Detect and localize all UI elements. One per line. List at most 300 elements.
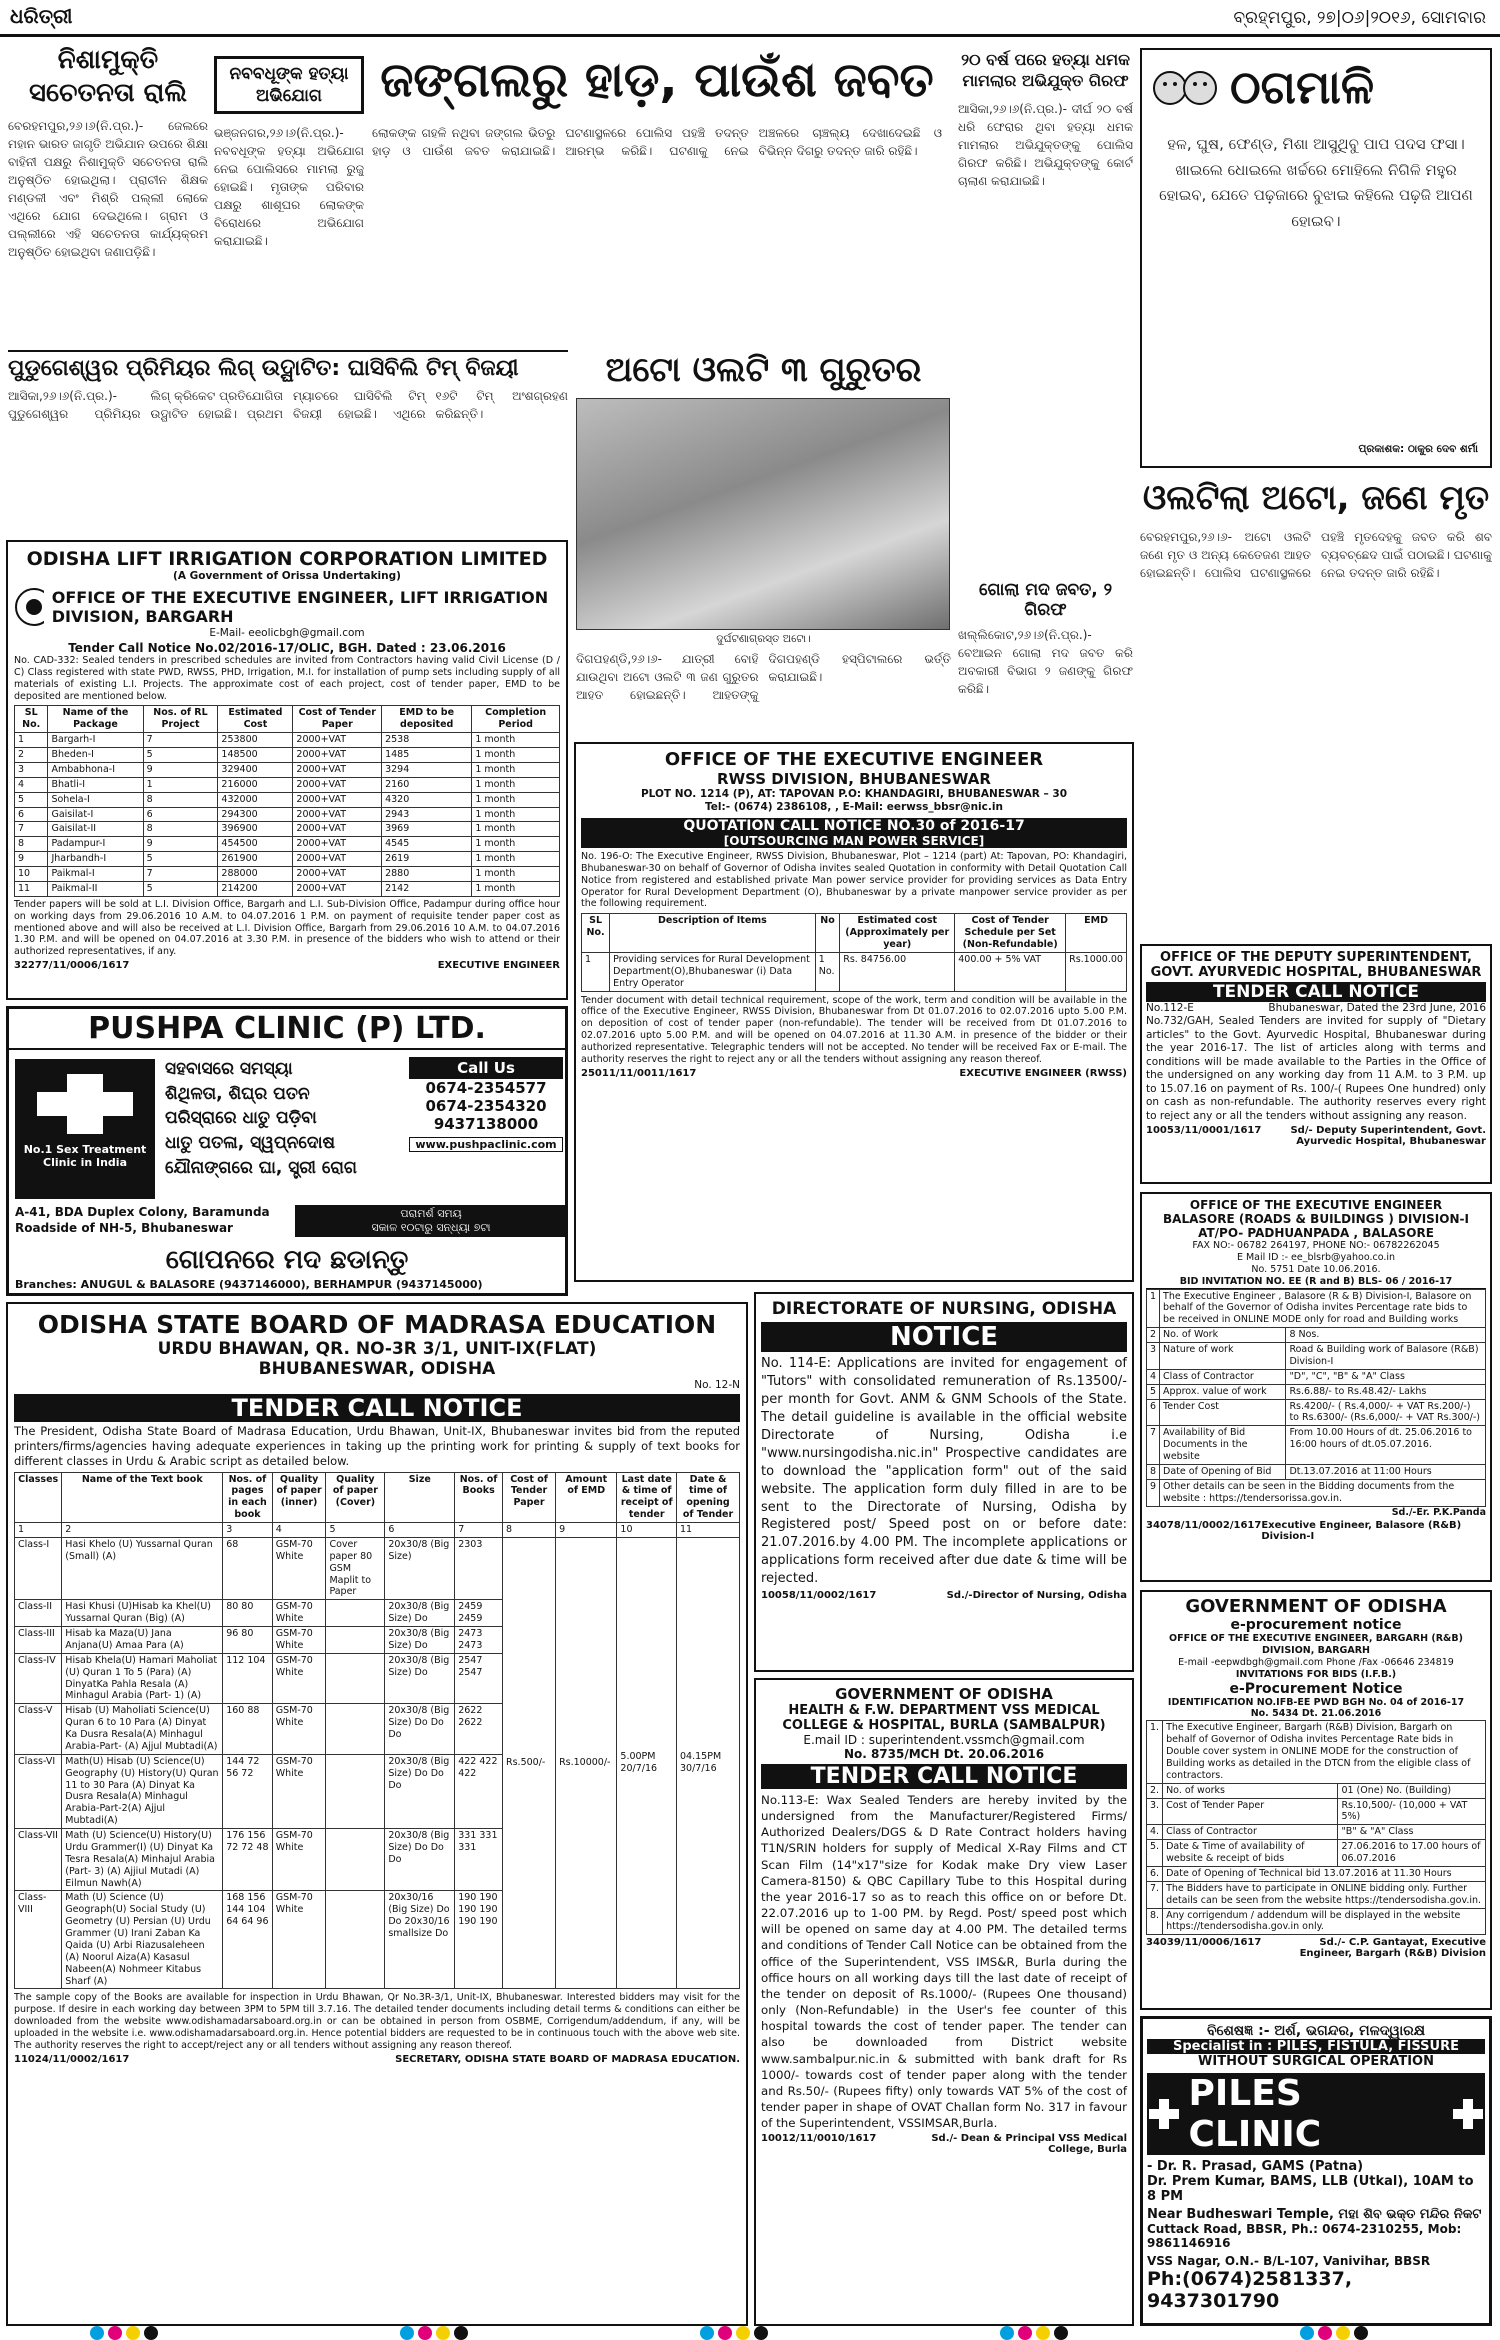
column-title: ଠଗମାଳି [1230, 60, 1375, 114]
table-cell: Dt.13.07.2016 at 11:00 Hours [1286, 1464, 1486, 1479]
table-cell: 20x30/8 (Big Size) [385, 1537, 455, 1599]
story-arrest [958, 50, 1133, 570]
table-cell: 1 month [472, 733, 560, 748]
table-cell: 294300 [218, 807, 293, 822]
phone-3[interactable]: 9437138000 [433, 1115, 539, 1133]
table-row [15, 837, 560, 852]
table-cell: 2473 2473 [455, 1627, 503, 1654]
table-cell: 10 [15, 867, 48, 882]
table-cell: From 10.00 Hours of dt. 25.06.2016 to 16:00 hours of dt.05.07.2016. [1286, 1426, 1486, 1465]
table-cell [326, 1704, 385, 1755]
office-title: OFFICE OF THE DEPUTY SUPERINTENDENT, GOVT. AYURVEDIC HOSPITAL, BHUBANESWAR [1150, 950, 1482, 980]
table-cell: 6. [1147, 1866, 1163, 1881]
table-cell: 2000+VAT [293, 852, 382, 867]
table-row [1147, 1825, 1486, 1840]
table-cell: 5 [143, 748, 218, 763]
table-cell: 2000+VAT [293, 777, 382, 792]
clinic-title: PILES CLINIC [1188, 2073, 1322, 2155]
table-cell: 6 [1147, 1399, 1160, 1426]
table-header: Amount of EMD [556, 1472, 617, 1523]
clinic-address: A-41, BDA Duplex Colony, Baramunda Roadside of NH-5, Bhubaneswar [15, 1205, 270, 1235]
table-cell: 5 [143, 881, 218, 896]
table-cell: 2000+VAT [293, 762, 382, 777]
table-cell: 144 72 56 72 [223, 1754, 273, 1828]
table-cell: 1 month [472, 777, 560, 792]
table-cell: 9 [1147, 1479, 1160, 1506]
clinic-phones[interactable]: Ph:(0674)2581337, 9437301790 [1147, 2268, 1353, 2312]
signatory: Sd/- Deputy Superintendent, Govt. Ayurvedic Hospital, Bhubaneswar [1290, 1124, 1486, 1147]
table-cell: 2142 [382, 881, 472, 896]
bid-table [1146, 1720, 1486, 1935]
poem: ହଳ, ଘୁଷ, ଫେଣ୍ଡ, ମିଶା ଆସୁଥିବୁ ପାପ ପଦସ ଫସା। ଖାଇଲେ ଧୋଇଲେ ଖର୍ଚ୍ଚରେ ମୋହିଲେ ନିଗିଳି ମହୁର ହୋଇବ, ଯେତେ ପଢ଼ଜାରେ ବୁଝାଇ କହିଲେ ପଢ଼ଜି ଆପଣ ହୋଇବ। [1159, 135, 1473, 230]
branches: ANUGUL & BALASORE (9437146000), BERHAMPUR (9437145000) [80, 1278, 483, 1291]
table-cell: 2622 2622 [455, 1704, 503, 1755]
story-body: ଲୋକଙ୍କ ଗହଳି ନଥିବା ଜଙ୍ଗଲ ଭିତରୁ ହାଡ଼ ଓ ପାଉଁଶ ଜବତ କରାଯାଇଛି। ଘଟଣାସ୍ଥଳରେ ପୋଲିସ ପହଞ୍ଚି ତଦନ୍ତ ଆରମ୍ଭ କରିଛି। ଘଟଣାକୁ ନେଇ ଅଞ୍ଚଳରେ ଚାଞ୍ଚଲ୍ୟ ଦେଖାଦେଇଛି ଓ ବିଭିନ୍ନ ଦିଗରୁ ତଦନ୍ତ ଜାରି ରହିଛି। [372, 125, 942, 158]
org-sub: (A Government of Orissa Undertaking) [173, 570, 401, 582]
table-cell: 2000+VAT [293, 837, 382, 852]
table-cell: 190 190 190 190 190 190 [455, 1891, 503, 1989]
table-cell: 329400 [218, 762, 293, 777]
table-cell: 7 [15, 822, 48, 837]
table-cell: Padampur-I [48, 837, 143, 852]
table-index: 1 [15, 1523, 62, 1538]
table-cell: 3. [1147, 1798, 1163, 1825]
table-cell: Class-II [15, 1600, 62, 1627]
table-header: Quality of paper (inner) [272, 1472, 326, 1523]
dateline: ବ୍ରହ୍ମପୁର, ୨୭|୦୬|୨୦୧୬, ସୋମବାର [1233, 8, 1486, 28]
story-body: ଖଲ୍ଲିକୋଟ,୨୬।୬(ନି.ପ୍ର.)- ବେଆଇନ ଗୋଲା ମଦ ଜବତ କରି ଅବକାରୀ ବିଭାଗ ୨ ଜଣଙ୍କୁ ଗିରଫ କରିଛି। [958, 628, 1133, 696]
table-index: 4 [272, 1523, 326, 1538]
table-cell: 2000+VAT [293, 748, 382, 763]
table-cell: 3 [15, 762, 48, 777]
phone-1[interactable]: 0674-2354577 [425, 1079, 547, 1097]
table-header: Quality of paper (Cover) [326, 1472, 385, 1523]
registration-dot [1318, 2326, 1332, 2340]
signatory: EXECUTIVE ENGINEER [437, 960, 560, 972]
table-cell: Hisab Khela(U) Hamari Maholiat (U) Quran 1 To 5 (Para) (A) DinyatKa Pahla Resala (A) Minhagul Arabia (Part- 1) (A) [62, 1653, 223, 1704]
table-cell: 2000+VAT [293, 792, 382, 807]
table-header: Name of the Package [48, 706, 143, 733]
timing-title: ପରାମର୍ଶ ସମୟ [400, 1207, 462, 1220]
registration-dot [1036, 2326, 1050, 2340]
table-row [1147, 1866, 1486, 1881]
table-cell: 11 [15, 881, 48, 896]
table-row [1147, 1289, 1486, 1328]
table-cell: Rs.6.88/- to Rs.48.42/- Lakhs [1286, 1384, 1486, 1399]
service-1: ସହବାସରେ ସମସ୍ୟା [165, 1059, 293, 1079]
headline: ଅଟୋ ଓଲଟି ୩ ଗୁରୁତର [605, 350, 922, 390]
signatory: Sd./- Dean & Principal VSS Medical College, Burla [931, 2133, 1127, 2156]
table-row [1147, 1908, 1486, 1935]
registration-dot [1300, 2326, 1314, 2340]
table-cell: Class-III [15, 1627, 62, 1654]
table-cell: 5. [1147, 1840, 1163, 1867]
office-name: OFFICE OF THE EXECUTIVE ENGINEER, BARGARH (R&B) DIVISION, BARGARH [1169, 1633, 1463, 1656]
masthead: ଧରିତ୍ରୀ [10, 4, 73, 28]
table-cell: 20x30/8 (Big Size) Do [385, 1627, 455, 1654]
table-row [15, 852, 560, 867]
notice-date: Bhubaneswar, Dated the 23rd June, 2016 [1268, 1002, 1486, 1014]
table-row [1147, 1783, 1486, 1798]
notice-body: No. CAD-332: Sealed tenders in prescribed schedules are invited from Contractors having valid Civil License (D / C) Class registered with state PWD, RWSS, PHD, Irrigation, M.I. for installation of pump sets including supply of all materials of existing L.I. Projects. The approximate cost of each project, cost of tender paper, EMD to be deposited are mentioned below. [14, 654, 560, 702]
ad-code: 11024/11/0002/1617 [14, 2053, 130, 2065]
table-cell: Class-I [15, 1537, 62, 1599]
table-cell: 20x30/8 (Big Size) Do Do Do [385, 1754, 455, 1828]
table-index: 2 [62, 1523, 223, 1538]
accident-photo [576, 398, 950, 630]
registration-dot [1018, 2326, 1032, 2340]
thagamali-box [1140, 48, 1492, 468]
table-row [15, 777, 560, 792]
service-3: ପରିସ୍ରାରେ ଧାତୁ ପଡ଼ିବା [165, 1108, 317, 1129]
table-header: No [815, 914, 839, 953]
table-cell: 160 88 [223, 1704, 273, 1755]
address-2: VSS Nagar, O.N.- B/L-107, Vanivihar, BBSR [1147, 2254, 1431, 2268]
identification: IDENTIFICATION NO.IFB-EE PWD BGH No. 04 of 2016-17 [1167, 1696, 1465, 1708]
table-cell: 5.00PM 20/7/16 [617, 1537, 677, 1989]
story-body: ବେରହମପୁର,୨୬।୬- ଅଟୋ ଓଲଟି ଜଣେ ମୃତ ଓ ଅନ୍ୟ କେତେଜଣ ଆହତ ହୋଇଛନ୍ତି। ପୋଲିସ ଘଟଣାସ୍ଥଳରେ ପହଞ୍ଚି ମୃତଦେହକୁ ଜବତ କରି ଶବ ବ୍ୟବଚ୍ଛେଦ ପାଇଁ ପଠାଇଛି। ଘଟଣାକୁ ନେଇ ତଦନ୍ତ ଜାରି ରହିଛି। [1140, 530, 1492, 580]
table-cell: 214200 [218, 881, 293, 896]
pushpa-clinic-ad [6, 1006, 568, 1296]
books-table [14, 1472, 740, 1990]
table-cell: Bargarh-I [48, 733, 143, 748]
table-cell [326, 1829, 385, 1891]
table-cell: 4. [1147, 1825, 1163, 1840]
table-cell [326, 1653, 385, 1704]
table-cell: 1 month [472, 762, 560, 777]
board-title: ODISHA STATE BOARD OF MADRASA EDUCATION [37, 1310, 717, 1339]
sub-title: e-procurement notice [1230, 1617, 1402, 1633]
email: E-Mail- eeolicbgh@gmail.com [209, 627, 365, 640]
table-cell [326, 1891, 385, 1989]
table-cell: 8 [143, 822, 218, 837]
table-cell: 331 331 331 [455, 1829, 503, 1891]
registration-dot [108, 2326, 122, 2340]
table-cell: 1 month [472, 837, 560, 852]
table-row [15, 748, 560, 763]
table-cell: 7. [1147, 1881, 1163, 1908]
table-header: Cost of Tender Paper [503, 1472, 556, 1523]
service-2: ଶିଥିଳତା, ଶିଘ୍ର ପତନ [165, 1083, 310, 1104]
olic-logo-icon [14, 587, 44, 627]
table-header: Nos. of Books [455, 1472, 503, 1523]
table-cell: 20x30/8 (Big Size) Do [385, 1600, 455, 1627]
story-body: ଭଞ୍ଜନଗର,୨୬।୬(ନି.ପ୍ର.)- ନବବଧୂଙ୍କ ହତ୍ୟା ଅଭିଯୋଗ ନେଇ ପୋଲିସରେ ମାମଲା ରୁଜୁ ହୋଇଛି। ମୃତାଙ୍କ ପରିବାର ପକ୍ଷରୁ ଶାଶୂଘର ଲୋକଙ୍କ ବିରୋଧରେ ଅଭିଯୋଗ କରାଯାଇଛି। [214, 126, 364, 249]
table-cell: The Executive Engineer , Balasore (R & B) Division-I, Balasore on behalf of the Governor of Odisha invites Percentage rate bids to be received in ONLINE MODE only for road and Building works [1160, 1289, 1486, 1328]
registration-dot [754, 2326, 768, 2340]
table-header: SL No. [15, 706, 48, 733]
table-header: SL No. [582, 914, 610, 953]
notice-body: No. 196-O: The Executive Engineer, RWSS Division, Bhubaneswar, Plot – 1214 (part) At: Tapovan, PO: Khandagiri, Bhubaneswar-30 on behalf of Governor of Odisha invites sealed Quotation in conformity with Detail Quotation Call Notice from registered and established private Man power service provider for providing services as Data Entry Operator for Rural Development Department (O), Bhubaneswar by a private manpower service provider as per the following requirement. [581, 850, 1127, 910]
vss-tender [754, 1678, 1134, 2326]
without-surgery: WITHOUT SURGICAL OPERATION [1198, 2054, 1434, 2069]
story-bones [372, 52, 942, 352]
signatory: EXECUTIVE ENGINEER (RWSS) [959, 1067, 1127, 1079]
headline: ଓଲଟିଲା ଅଟୋ, ଜଣେ ମୃତ [1142, 478, 1490, 518]
table-row [1147, 1384, 1486, 1399]
table-cell: 3969 [382, 822, 472, 837]
table-cell: 4 [1147, 1369, 1160, 1384]
notice-band: QUOTATION CALL NOTICE NO.30 of 2016-17 [581, 818, 1127, 834]
table-cell [326, 1627, 385, 1654]
table-cell: 253800 [218, 733, 293, 748]
table-cell: 1 No. [815, 952, 839, 991]
table-cell: 2459 2459 [455, 1600, 503, 1627]
table-cell: 3 [1147, 1343, 1160, 1370]
table-row [15, 762, 560, 777]
table-row [15, 881, 560, 896]
table-cell: 9 [143, 837, 218, 852]
story-auto-death [1140, 478, 1492, 938]
table-cell: Cost of Tender Paper [1163, 1798, 1338, 1825]
bid-invitation: BID INVITATION NO. EE (R and B) BLS- 06 / 2016-17 [1146, 1276, 1486, 1289]
doctor-2: Dr. Prem Kumar, BAMS, LLB (Utkal), 10AM to 8 PM [1147, 2174, 1474, 2204]
balasore-rb-tender [1140, 1192, 1492, 1582]
office-name: OFFICE OF THE EXECUTIVE ENGINEER, LIFT IRRIGATION DIVISION, BARGARH [51, 588, 549, 627]
table-cell: Gaisilat-II [48, 822, 143, 837]
office-sub: BALASORE (ROADS & BUILDINGS ) DIVISION-I [1163, 1212, 1469, 1226]
ifb: INVITATIONS FOR BIDS (I.F.B.) [1235, 1668, 1397, 1680]
table-cell: 8 Nos. [1286, 1328, 1486, 1343]
story-body: ବେରହମପୁର,୨୬।୬(ନି.ପ୍ର.)- ଜେଲରେ ମହାନ ଭାରତ ଜାଗୃତି ଅଭିଯାନ ଉପରେ ଶିକ୍ଷା ବାହିନୀ ପକ୍ଷରୁ ନିଶାମୁକ୍ତି ସଚେତନତା ରାଲି ଅନୁଷ୍ଠିତ ହୋଇଥିଲା। ପ୍ରାଚୀନ ଶିକ୍ଷକ ମଣ୍ଡଳୀ ଏବଂ ମିଶ୍ରି ପଲ୍ଲୀ ଲୋକେ ଏଥିରେ ଯୋଗ ଦେଇଥିଲେ। ଗ୍ରାମ ଓ ପଲ୍ଲୀରେ ଏହି ସଚେତନତା କାର୍ଯ୍ୟକ୍ରମ ଅନୁଷ୍ଠିତ ହୋଇଥିବା ଜଣାପଡ଼ିଛି। [8, 119, 208, 259]
headline: ୨୦ ବର୍ଷ ପରେ ହତ୍ୟା ଧମକ ମାମଲାର ଅଭିଯୁକ୍ତ ଗିରଫ [961, 50, 1130, 90]
landmark: Near Budheswari Temple, ମହା ଶିବ ଭକ୍ତ ମନ୍ଦିର ନିକଟ [1147, 2207, 1482, 2222]
story-rally [8, 44, 208, 344]
table-cell: Any corrigendum / addendum will be displayed in the website https://tendersodisha.gov.in only. [1163, 1908, 1486, 1935]
table-cell: Class-VI [15, 1754, 62, 1828]
table-cell: Rs.1000.00 [1066, 952, 1127, 991]
table-cell: Hisab ka Maza(U) Jana Anjana(U) Amaa Para (A) [62, 1627, 223, 1654]
table-cell: Rs.10000/- [556, 1537, 617, 1989]
table-cell: 2000+VAT [293, 733, 382, 748]
table-cell: "B" & "A" Class [1338, 1825, 1486, 1840]
registration-dot [418, 2326, 432, 2340]
table-cell: 01 (One) No. (Building) [1338, 1783, 1486, 1798]
table-cell: Class-VII [15, 1829, 62, 1891]
table-cell: 454500 [218, 837, 293, 852]
table-cell: 7 [143, 733, 218, 748]
table-cell: 1 month [472, 867, 560, 882]
bid-table [1146, 1289, 1486, 1507]
table-cell: 2943 [382, 807, 472, 822]
govt-title: GOVERNMENT OF ODISHA [835, 1685, 1053, 1703]
table-cell: 2880 [382, 867, 472, 882]
table-cell: 2303 [455, 1537, 503, 1599]
office-fax: FAX NO:- 06782 264197, PHONE NO:- 06782262045 [1192, 1240, 1440, 1251]
table-row [15, 822, 560, 837]
table-cell: 27.06.2016 to 17.00 hours of 06.07.2016 [1338, 1840, 1486, 1867]
table-header: Name of the Text book [62, 1472, 223, 1523]
table-header: Last date & time of receipt of tender [617, 1472, 677, 1523]
table-row [1147, 1343, 1486, 1370]
story-cricket [8, 350, 568, 538]
registration-dot [1336, 2326, 1350, 2340]
table-row [1147, 1798, 1486, 1825]
table-row [1147, 1369, 1486, 1384]
table-cell: 1 [143, 777, 218, 792]
table-cell: 1 [15, 733, 48, 748]
table-cell: 2 [15, 748, 48, 763]
eproc-title: e-Procurement Notice [1229, 1680, 1403, 1697]
ayurvedic-tender [1140, 944, 1492, 1184]
table-row [1147, 1464, 1486, 1479]
table-cell [326, 1754, 385, 1828]
table-cell: 1 month [472, 822, 560, 837]
olic-table [14, 705, 560, 896]
table-cell: 2. [1147, 1783, 1163, 1798]
table-cell: Providing services for Rural Development Department(O),Bhubaneswar (i) Data Entry Operator [610, 952, 816, 991]
table-cell: The Executive Engineer, Bargarh (R&B) Division, Bargarh on behalf of Governor of Odisha invites Percentage Rate bids in Double cover system in ONLINE MODE for the construction of Building works as detailed in the DTCN from the eligible class of contractors. [1163, 1721, 1486, 1783]
table-cell: 20x30/8 (Big Size) Do [385, 1653, 455, 1704]
office-title: OFFICE OF THE EXECUTIVE ENGINEER [664, 749, 1044, 770]
table-cell: Class-V [15, 1704, 62, 1755]
table-cell: Rs.500/- [503, 1537, 556, 1989]
branches-label: Branches: [15, 1278, 77, 1291]
registration-dot [400, 2326, 414, 2340]
table-row [1147, 1721, 1486, 1783]
table-cell: Paikmal-I [48, 867, 143, 882]
table-header: Description of Items [610, 914, 816, 953]
notice-band: TENDER CALL NOTICE [14, 1394, 740, 1422]
table-row [15, 792, 560, 807]
office-address: AT/PO- PADHUANPADA , BALASORE [1198, 1226, 1434, 1240]
table-cell: Hasi Khelo (U) Yussarnal Quran (Small) (A) [62, 1537, 223, 1599]
table-cell: "D", "C", "B" & "A" Class [1286, 1369, 1486, 1384]
table-cell: Class of Contractor [1163, 1825, 1338, 1840]
registration-dot [90, 2326, 104, 2340]
table-header: Cost of Tender Schedule per Set (Non-Refundable) [955, 914, 1066, 953]
table-cell: Date & Time of availability of website & receipt of bids [1163, 1840, 1338, 1867]
table-cell: 20x30/8 (Big Size) Do Do Do [385, 1829, 455, 1891]
clinic-tagline: No.1 Sex Treatment Clinic in India [23, 1143, 147, 1169]
table-cell: 2000+VAT [293, 807, 382, 822]
table-cell: 7 [1147, 1426, 1160, 1465]
table-cell: 3294 [382, 762, 472, 777]
table-cell: GSM-70 White [272, 1600, 326, 1627]
registration-dot [1054, 2326, 1068, 2340]
ad-code: 34078/11/0002/1617 [1146, 1520, 1262, 1532]
table-header: Classes [15, 1472, 62, 1523]
registration-dot [454, 2326, 468, 2340]
nursing-notice [754, 1292, 1134, 1672]
call-us-label: Call Us [409, 1057, 563, 1079]
rwss-table [581, 913, 1127, 991]
table-cell: 7 [143, 867, 218, 882]
table-cell: 1485 [382, 748, 472, 763]
registration-dot [736, 2326, 750, 2340]
registration-dot [1000, 2326, 1014, 2340]
table-cell: Class-IV [15, 1653, 62, 1704]
table-cell: Approx. value of work [1160, 1384, 1286, 1399]
table-row [1147, 1399, 1486, 1426]
table-cell: Bheden-I [48, 748, 143, 763]
table-cell: 6 [15, 807, 48, 822]
table-header: Nos. of pages in each book [223, 1472, 273, 1523]
table-cell: 400.00 + 5% VAT [955, 952, 1066, 991]
notice-body: The President, Odisha State Board of Madrasa Education, Urdu Bhawan, Unit-IX, Bhubaneswar invites bid from the reputed printers/firms/agencies having adequate experiences in taking up the printing work for printing & supply of text books for different classes in Urdu & Arabic script as detailed below. [14, 1424, 740, 1468]
headline: ଗୋଲା ମଦ ଜବତ, ୨ ଗିରଫ [978, 580, 1113, 620]
table-header: Estimated cost (Approximately per year) [840, 914, 955, 953]
ad-code: 32277/11/0006/1617 [14, 960, 130, 972]
table-cell: 422 422 422 [455, 1754, 503, 1828]
table-cell: 2000+VAT [293, 881, 382, 896]
office-sub: RWSS DIVISION, BHUBANESWAR [717, 770, 991, 788]
bargarh-eprocurement [1140, 1590, 1492, 2010]
table-cell: 396900 [218, 822, 293, 837]
table-header: Estimated Cost [218, 706, 293, 733]
clinic-website[interactable]: www.pushpaclinic.com [409, 1137, 563, 1152]
address-1: Cuttack Road, BBSR, Ph.: 0674-2310255, Mob: 9861146916 [1147, 2222, 1462, 2250]
letter-no: No. 8735/MCH Dt. 20.06.2016 [843, 1747, 1045, 1761]
notice-band: NOTICE [761, 1322, 1127, 1352]
madrasa-tender [6, 1302, 748, 2326]
ad-code: 10012/11/0010/1617 [761, 2133, 877, 2145]
table-cell: Availability of Bid Documents in the website [1160, 1426, 1286, 1465]
office-mail: E Mail ID :- ee_blsrb@yahoo.co.in [1236, 1251, 1396, 1263]
table-row [15, 807, 560, 822]
table-row [1147, 1479, 1486, 1506]
print-registration-strip [0, 2326, 1500, 2339]
table-index: 5 [326, 1523, 385, 1538]
clinic-title: PUSHPA CLINIC (P) LTD. [9, 1009, 565, 1050]
table-cell: 1 month [472, 881, 560, 896]
table-cell: Math(U) Hisab (U) Science(U) Geography (U) History(U) Quran 11 to 30 Para (A) Dinyat Ka Dusra Resala(A) Minhagul Arabia-Part-2(A) Ajjul Mubtadi(A) [62, 1754, 223, 1828]
table-cell: 2547 2547 [455, 1653, 503, 1704]
story-auto [576, 350, 951, 730]
service-4: ଧାତୁ ପତଳା, ସ୍ୱପ୍ନଦୋଷ [165, 1132, 336, 1153]
table-cell: 80 80 [223, 1600, 273, 1627]
table-cell: 1 month [472, 852, 560, 867]
table-cell: GSM-70 White [272, 1754, 326, 1828]
table-cell: 4 [15, 777, 48, 792]
story-body: ଆସିକା,୨୬।୬(ନି.ପ୍ର.)- ପୁଡୁଗେଶ୍ୱର ପ୍ରିମିୟର ଲିଗ୍ କ୍ରିକେଟ ପ୍ରତିଯୋଗିତା ଉଦ୍ଘାଟିତ ହୋଇଛି। ପ୍ରଥମ ମ୍ୟାଚରେ ଘାସିବିଲି ଟିମ୍ ବିଜୟୀ ହୋଇଛି। ଏଥିରେ ୧୬ଟି ଟିମ୍ ଅଂଶଗ୍ରହଣ କରିଛନ୍ତି। [8, 389, 568, 421]
table-cell: No. of works [1163, 1783, 1338, 1798]
registration-dot [718, 2326, 732, 2340]
photo-caption: ଦୁର୍ଘଟଣାଗ୍ରସ୍ତ ଅଟୋ। [716, 633, 811, 645]
table-cell: Road & Building work of Balasore (R&B) Division-I [1286, 1343, 1486, 1370]
notice-band: TENDER CALL NOTICE [1146, 982, 1486, 1002]
table-cell: 216000 [218, 777, 293, 792]
credit: ପ୍ରକାଶକ: ଠାକୁର ଦେବ ଶର୍ମା [1358, 442, 1478, 455]
table-row [1147, 1426, 1486, 1465]
table-cell: 9 [143, 762, 218, 777]
table-cell: 176 156 72 72 48 [223, 1829, 273, 1891]
table-cell: 1 [582, 952, 610, 991]
table-cell: Math (U) Science (U) Geograph(U) Social Study (U) Geometry (U) Persian (U) Urdu Grammer (U) Irani Zaban Ka Qaida (U) Arbi Riazusaleheen (A) Noorul Aiza(A) Kasasul Nabeen(A) Nohmeer Kitabus Sharf (A) [62, 1891, 223, 1989]
phone-2[interactable]: 0674-2354320 [425, 1097, 547, 1115]
notice-footer: Tender papers will be sold at L.I. Division Office, Bargarh and L.I. Sub-Division Office, Padampur during office hour on working days from 29.06.2016 10 A.M. to 04.07.2016 1 P.M. on payment of requisite tender paper cost as mentioned above and will also be received at L.I. Division Office, Bargarh from 29.06.2016 10 A.M. to 04.07.2016 1.30 P.M. and will be opened on 04.07.2016 at 3.30 P.M. in presence of the bidders who wish to attend or their authorized representatives, if any. [14, 898, 560, 958]
table-header: Date & time of opening of Tender [677, 1472, 740, 1523]
table-row [15, 733, 560, 748]
cartoon-faces-icon [1150, 58, 1220, 118]
ad-code: 10058/11/0002/1617 [761, 1590, 877, 1602]
table-row [1147, 1840, 1486, 1867]
masthead-bar [0, 0, 1500, 37]
table-cell: 1 [1147, 1289, 1160, 1328]
table-cell [326, 1600, 385, 1627]
table-cell: Tender Cost [1160, 1399, 1286, 1426]
specialty-odia: ବିଶେଷଜ୍ଞ :- ଅର୍ଶ, ଭଗନ୍ଦର, ମଳଦ୍ୱାରକ୍ଷ [1206, 2023, 1426, 2039]
table-cell: 5 [15, 792, 48, 807]
table-row [15, 1537, 740, 1599]
table-header: Nos. of RL Project [143, 706, 218, 733]
registration-dot [436, 2326, 450, 2340]
table-cell: Hisab (U) Maholiati Science(U) Quran 6 to 10 Para (A) Dinyat Ka Dusra Resala(A) Minhagul Arabia-Part- (A) Ajjul Mubtadi(A) [62, 1704, 223, 1755]
table-header: Size [385, 1472, 455, 1523]
table-cell: Rs.4200/- ( Rs.4,000/- + VAT Rs.200/-) to Rs.6300/- (Rs.6,000/- + VAT Rs.300/-) [1286, 1399, 1486, 1426]
headline: ପୁଡୁଗେଶ୍ୱର ପ୍ରିମିୟର ଲିଗ୍ ଉଦ୍ଘାଟିତ: ଘାସିବିଲି ଟିମ୍ ବିଜୟୀ [8, 356, 519, 381]
table-row [15, 867, 560, 882]
